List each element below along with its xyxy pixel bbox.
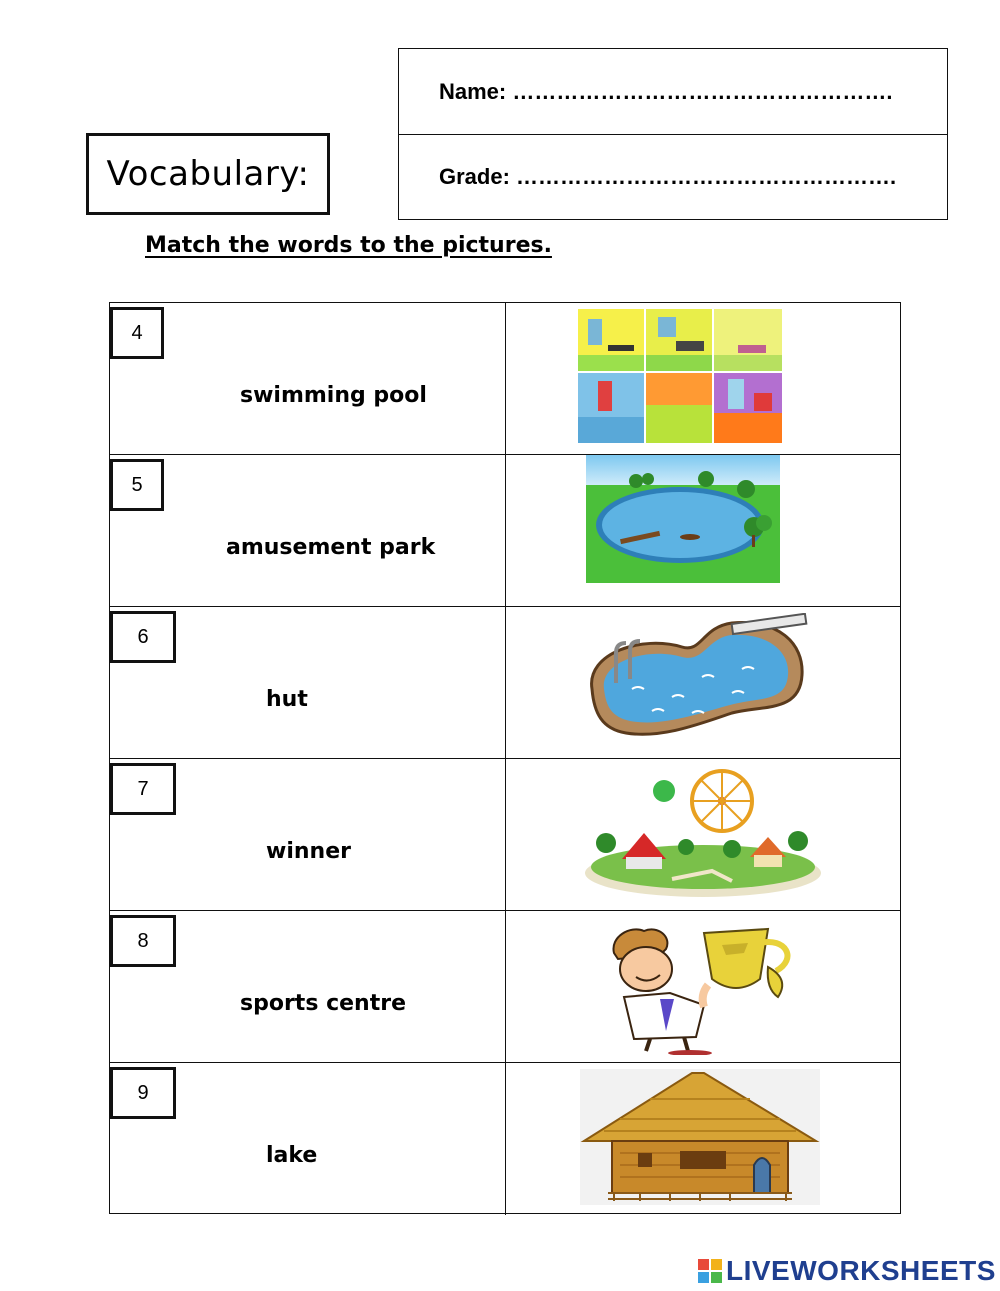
grade-field[interactable]: [399, 134, 947, 219]
row-number: 8: [137, 929, 149, 952]
table-row: [110, 1063, 900, 1215]
student-info-box: [398, 48, 948, 220]
word-cell: [110, 303, 506, 454]
row-number: 5: [131, 473, 143, 496]
name-label: Name: …………………………………………….: [439, 78, 893, 104]
word-label: amusement park: [226, 535, 436, 560]
winner-picture[interactable]: [600, 919, 804, 1055]
word-cell: [110, 455, 506, 606]
picture-cell: [506, 607, 900, 758]
picture-cell: [506, 911, 900, 1062]
sports-centre-picture[interactable]: [578, 309, 782, 443]
picture-cell: [506, 759, 900, 910]
word-cell: [110, 911, 506, 1062]
number-box[interactable]: [110, 307, 164, 359]
matching-table: [109, 302, 901, 1214]
row-number: 6: [137, 625, 149, 648]
row-number: 9: [137, 1081, 149, 1104]
table-row: [110, 455, 900, 607]
swimming-pool-picture[interactable]: [582, 613, 812, 741]
number-box[interactable]: [110, 611, 176, 663]
table-row: [110, 911, 900, 1063]
word-cell: [110, 1063, 506, 1215]
hut-picture[interactable]: [580, 1069, 820, 1205]
number-box[interactable]: [110, 763, 176, 815]
word-cell: [110, 759, 506, 910]
picture-cell: [506, 303, 900, 454]
table-row: [110, 607, 900, 759]
footer-brand: [698, 1255, 996, 1287]
amusement-park-picture[interactable]: [582, 767, 824, 901]
word-label: swimming pool: [240, 383, 427, 408]
grade-label: Grade: …………………………………………….: [439, 164, 897, 189]
row-number: 7: [137, 777, 149, 800]
vocabulary-title: Vocabulary:: [106, 154, 310, 194]
instruction-heading: Match the words to the pictures.: [145, 233, 552, 258]
word-label: sports centre: [240, 991, 406, 1016]
word-label: hut: [266, 687, 308, 712]
vocabulary-title-box: [86, 133, 330, 215]
picture-cell: [506, 1063, 900, 1215]
lake-picture[interactable]: [586, 455, 780, 583]
number-box[interactable]: [110, 459, 164, 511]
row-number: 4: [131, 321, 143, 344]
footer-brand-text: LIVEWORKSHEETS: [726, 1255, 996, 1286]
picture-cell: [506, 455, 900, 606]
word-cell: [110, 607, 506, 758]
table-row: [110, 759, 900, 911]
word-label: lake: [266, 1143, 318, 1168]
liveworksheets-logo-icon: [698, 1259, 722, 1283]
name-field[interactable]: [399, 49, 947, 134]
number-box[interactable]: [110, 915, 176, 967]
word-label: winner: [266, 839, 351, 864]
table-row: [110, 303, 900, 455]
number-box[interactable]: [110, 1067, 176, 1119]
